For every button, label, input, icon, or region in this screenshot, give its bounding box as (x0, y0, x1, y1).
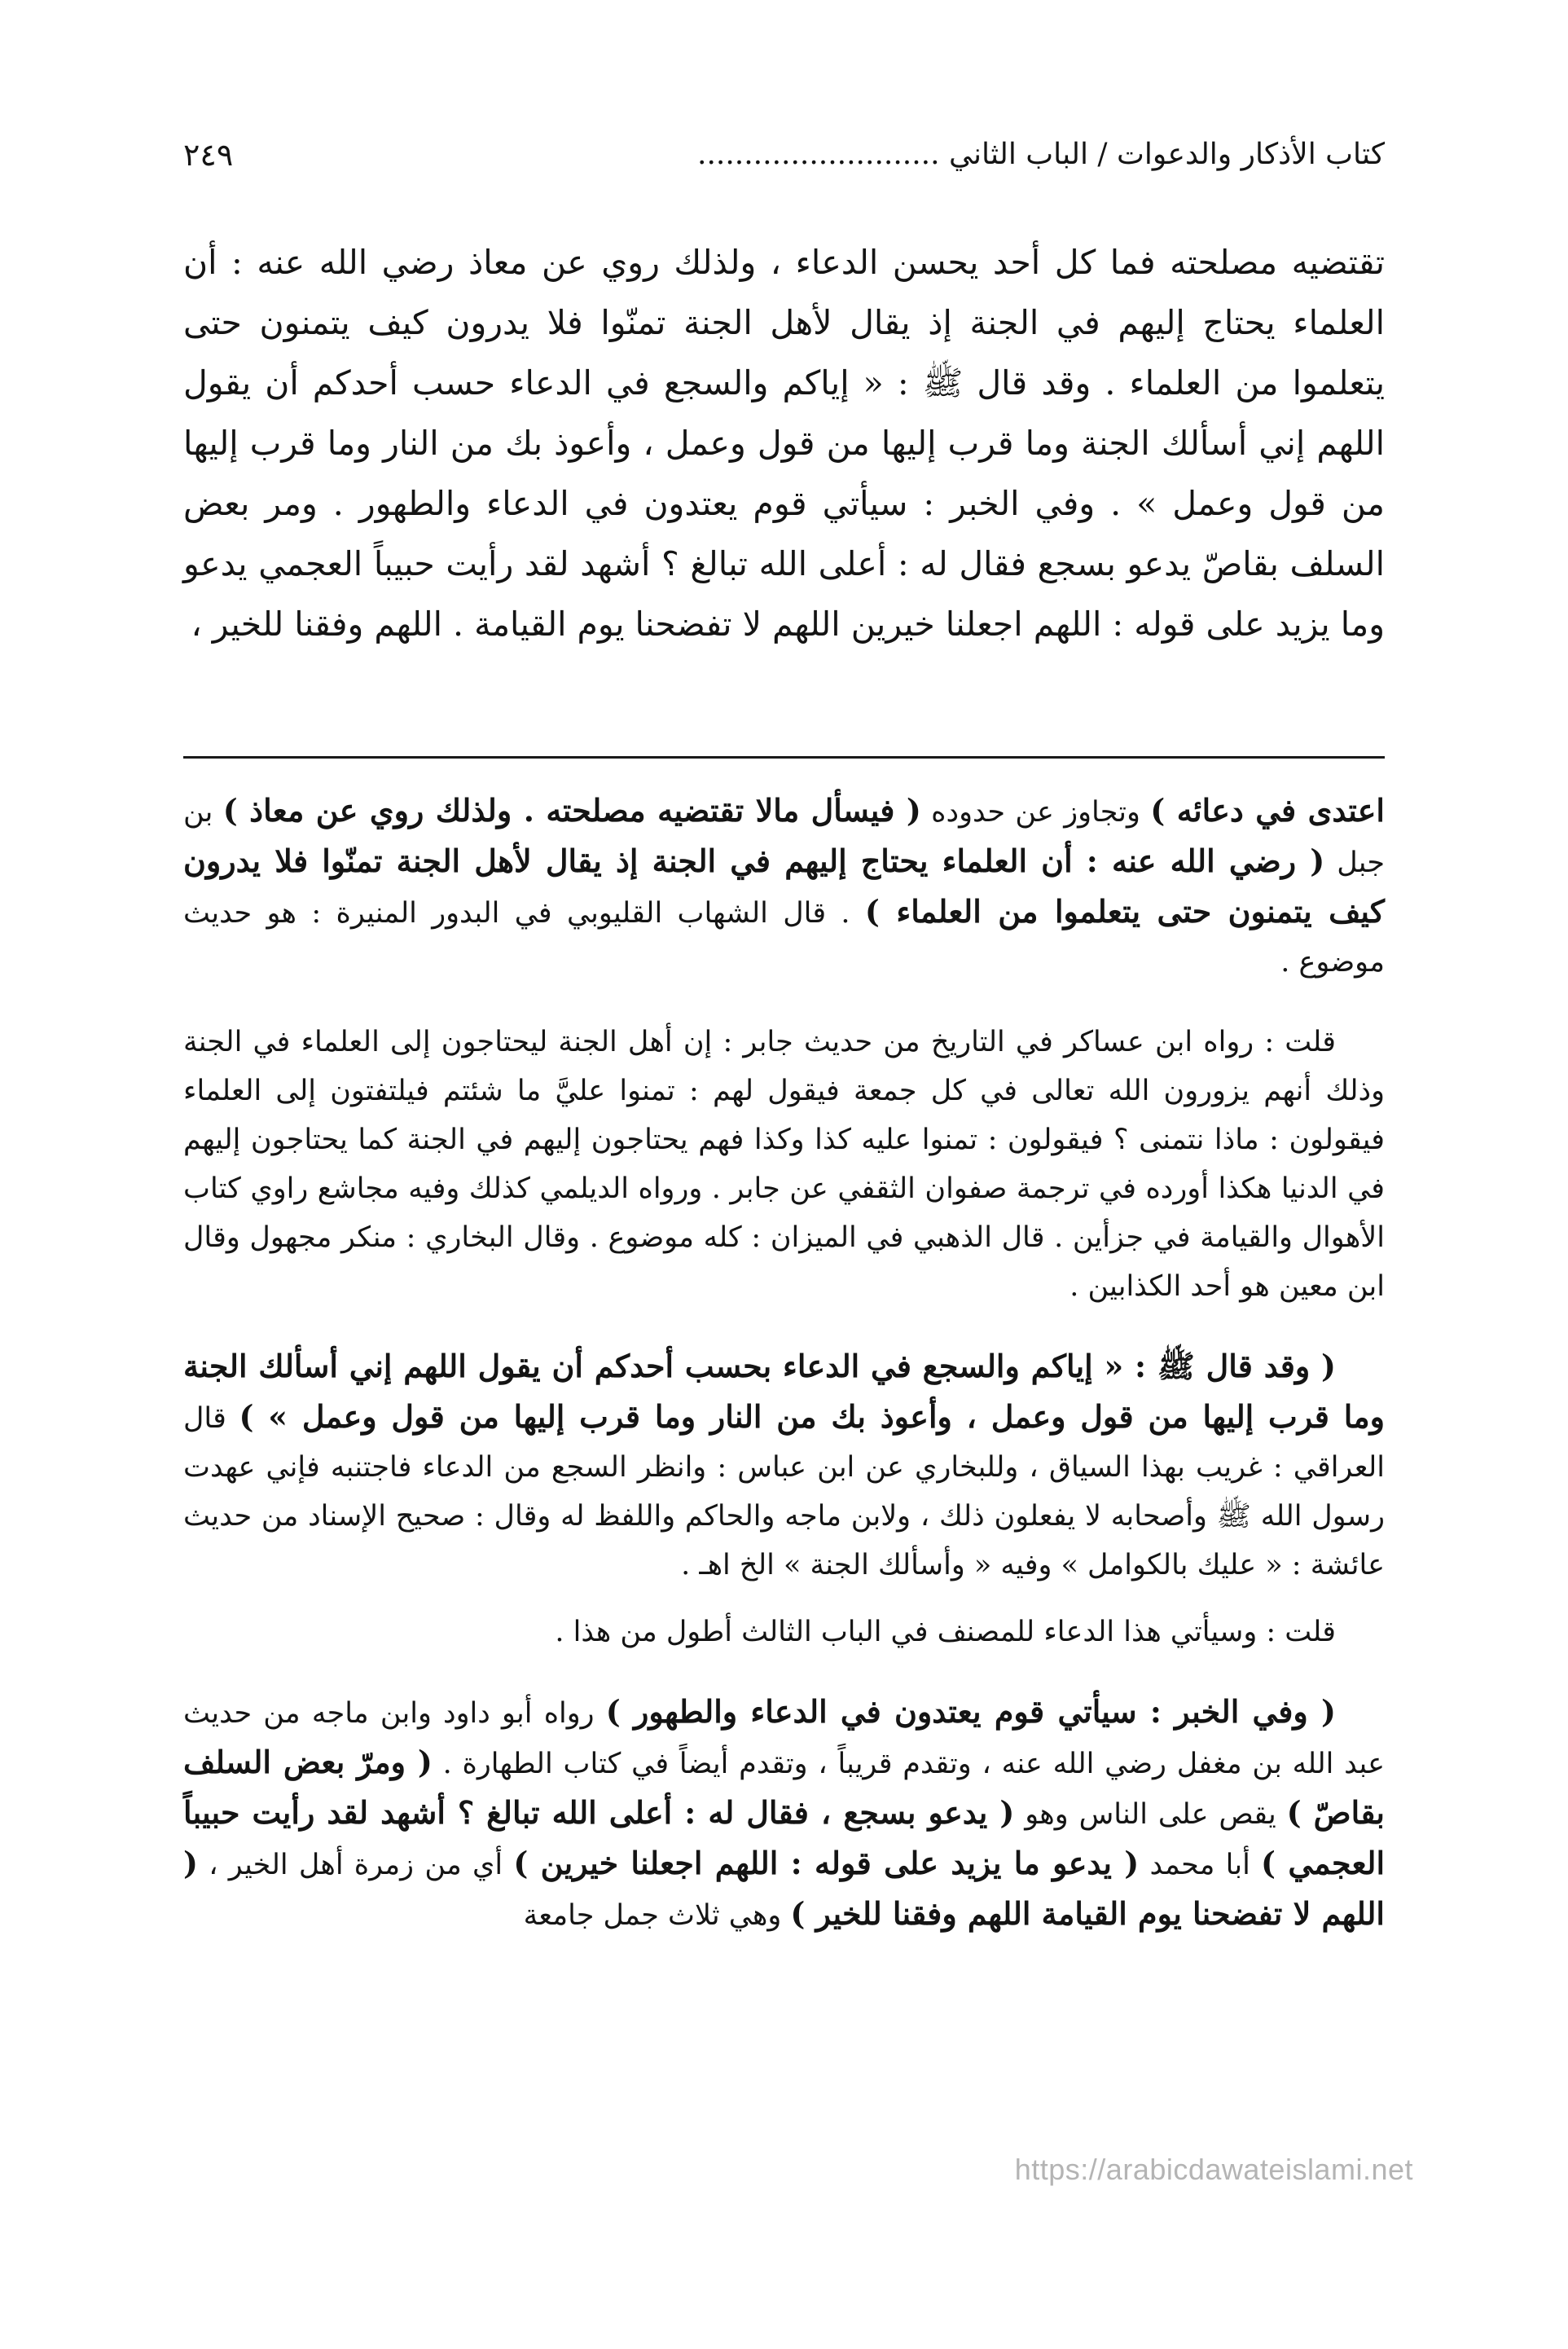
quoted-text: ( ومرّ بعض السلف بقاصّ ) (183, 1744, 1385, 1831)
commentary-text: رواه أبو داود وابن ماجه من حديث عبد الله بن مغفل رضي الله عنه ، وتقدم قريباً ، وتقدم أيضاً في كتاب الطهارة . (183, 1697, 1385, 1780)
commentary-text: . قال الشهاب القليوبي في البدور المنيرة : هو حديث موضوع . (183, 897, 1385, 979)
header-title: كتاب الأذكار والدعوات / الباب الثاني .......................... (697, 138, 1385, 171)
quoted-text: ( رضي الله عنه : أن العلماء يحتاج إليهم في الجنة إذ يقال لأهل الجنة تمنّوا فلا يدرون كيف يتمنون حتى يتعلموا من العلماء ) (183, 842, 1385, 930)
commentary-text: أبا محمد (1139, 1849, 1262, 1881)
commentary-text: وهي ثلاث جمل جامعة (523, 1899, 791, 1932)
commentary-text: قال العراقي : غريب بهذا السياق ، وللبخاري عن ابن عباس : وانظر السجع من الدعاء فاجتنبه فإني عهدت رسول الله ﷺ وأصحابه لا يفعلون ذلك ، ولابن ماجه والحاكم واللفظ له وقال : صحيح الإسناد من حديث عائشة : « عليك بالكوامل » وفيه « وأسألك الجنة » الخ اهـ . (183, 1402, 1385, 1581)
quoted-text: ( اللهم لا تفضحنا يوم القيامة اللهم وفقنا للخير ) (183, 1845, 1385, 1932)
quoted-text: ( يدعو بسجع ، فقال له : أعلى الله تبالغ ؟ أشهد لقد رأيت حبيباً العجمي ) (183, 1794, 1386, 1881)
running-header (183, 130, 1385, 179)
quoted-text: ( وقد قال ﷺ : « إياكم والسجع في الدعاء بحسب أحدكم أن يقول اللهم إني أسألك الجنة وما قرب إليها من قول وعمل ، وأعوذ بك من النار وما قرب إليها من قول وعمل » ) (183, 1348, 1385, 1435)
commentary-text: يقص على الناس وهو (1014, 1798, 1287, 1831)
quoted-text: ( وفي الخبر : سيأتي قوم يعتدون في الدعاء والطهور ) (605, 1693, 1336, 1730)
commentary-text: بن جبل (183, 796, 1385, 879)
commentary-text: وتجاوز عن حدوده (920, 796, 1151, 829)
commentary-paragraph-5 (183, 1687, 1385, 1940)
commentary-paragraph-1 (183, 786, 1385, 987)
commentary (183, 786, 1385, 1971)
commentary-paragraph-4: قلت : وسيأتي هذا الدعاء للمصنف في الباب الثالث أطول من هذا . (555, 1616, 1336, 1648)
commentary-text: أي من زمرة أهل الخير ، (197, 1849, 514, 1881)
main-text-paragraph: تقتضيه مصلحته فما كل أحد يحسن الدعاء ، ولذلك روي عن معاذ رضي الله عنه : أن العلماء يحتاج إليهم في الجنة إذ يقال لأهل الجنة تمنّوا فلا يدرون كيف يتمنون حتى يتعلموا من العلماء . وقد قال ﷺ : « إياكم والسجع في الدعاء حسب أحدكم أن يقول اللهم إني أسألك الجنة وما قرب إليها من قول وعمل ، وأعوذ بك من النار وما قرب إليها من قول وعمل » . وفي الخبر : سيأتي قوم يعتدون في الدعاء والطهور . ومر بعض السلف بقاصّ يدعو بسجع فقال له : أعلى الله تبالغ ؟ أشهد لقد رأيت حبيباً العجمي يدعو وما يزيد على قوله : اللهم اجعلنا خيرين اللهم لا تفضحنا يوم القيامة . اللهم وفقنا للخير ، (183, 243, 1385, 644)
watermark-url: https://arabicdawateislami.net (1014, 2153, 1413, 2186)
main-text (183, 232, 1385, 654)
commentary-paragraph-2: قلت : رواه ابن عساكر في التاريخ من حديث جابر : إن أهل الجنة ليحتاجون إلى العلماء في الجنة وذلك أنهم يزورون الله تعالى في كل جمعة فيقول لهم : تمنوا عليَّ ما شئتم فيلتفتون إلى العلماء فيقولون : ماذا نتمنى ؟ فيقولون : تمنوا عليه كذا وكذا فهم يحتاجون إليهم في الجنة كما يحتاجون إليهم في الدنيا هكذا أورده في ترجمة صفوان الثقفي عن جابر . ورواه الديلمي كذلك وفيه مجاشع راوي كتاب الأهوال والقيامة في جزأين . قال الذهبي في الميزان : كله موضوع . وقال البخاري : منكر مجهول وقال ابن معين هو أحد الكذابين . (183, 1026, 1385, 1303)
quoted-text: اعتدى في دعائه ) (1150, 792, 1385, 829)
quoted-text: ( فيسأل مالا تقتضيه مصلحته . ولذلك روي عن معاذ ) (222, 792, 921, 829)
commentary-paragraph-3 (183, 1342, 1385, 1590)
commentary-divider (183, 756, 1385, 759)
page-number: ٢٤٩ (183, 137, 234, 173)
quoted-text: ( يدعو ما يزيد على قوله : اللهم اجعلنا خيرين ) (513, 1845, 1140, 1881)
